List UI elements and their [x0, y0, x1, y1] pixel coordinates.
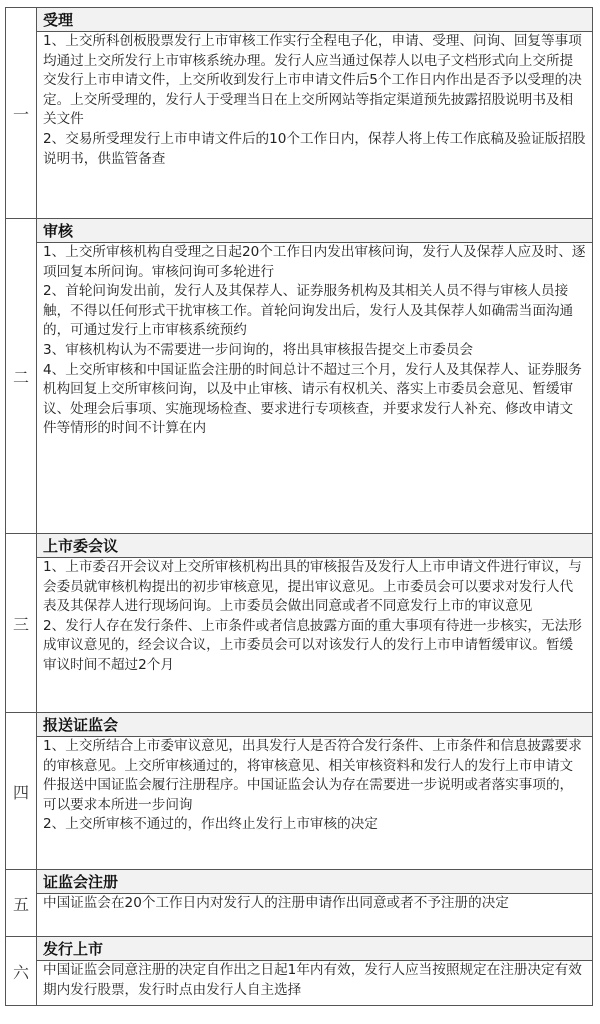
- section-paragraph: 2、发行人存在发行条件、上市条件或者信息披露方面的重大事项有待进一步核实，无法形成审议意见的，经会议合议，上市委员会可以对该发行人的发行上市申请暂缓审议。暂缓审议时间不超过2个月: [43, 617, 582, 673]
- section-title: 上市委会议: [37, 534, 592, 558]
- section-paragraph: 2、交易所受理发行上市申请文件后的10个工作日内，保荐人将上传工作底稿及验证版招股说明书，供监管备查: [43, 130, 586, 167]
- section-row-4: [6, 713, 593, 870]
- section-paragraph: 3、审核机构认为不需要进一步问询的，将出具审核报告提交上市委员会: [43, 341, 474, 358]
- section-paragraph: 中国证监会在20个工作日内对发行人的注册申请作出同意或者不予注册的决定: [43, 895, 509, 911]
- section-paragraph: 2、上交所审核不通过的，作出终止发行上市审核的决定: [43, 816, 378, 833]
- section-body: [37, 534, 593, 713]
- section-number: 六: [6, 937, 37, 1006]
- section-title: 审核: [37, 219, 592, 243]
- section-body: [37, 713, 593, 870]
- section-title: 受理: [37, 8, 592, 32]
- section-row-2: [6, 219, 593, 534]
- section-paragraph: 2、首轮问询发出前，发行人及其保荐人、证券服务机构及其相关人员不得与审核人员接触，不得以任何形式干扰审核工作。首轮问询发出后，发行人及其保荐人如确需当面沟通的，可通过发行上市审核系统预约: [43, 283, 574, 339]
- section-body: [37, 937, 593, 1006]
- section-content: [37, 961, 592, 1002]
- section-content: [37, 32, 592, 171]
- section-content: [37, 737, 592, 837]
- section-title: 发行上市: [37, 937, 592, 961]
- section-paragraph: 1、上交所结合上市委审议意见，出具发行人是否符合发行条件、上市条件和信息披露要求的审核意见。上交所审核通过的，将审核意见、相关审核资料和发行人的发行上市申请文件报送中国证监会履行注册程序。中国证监会认为存在需要进一步说明或者落实事项的，可以要求本所进一步问询: [43, 738, 582, 813]
- section-paragraph: 4、上交所审核和中国证监会注册的时间总计不超过三个月，发行人及其保荐人、证券服务机构回复上交所审核问询，以及中止审核、请示有权机关、落实上市委员会意见、暂缓审议、处理会后事项、实施现场检查、要求进行专项核查，并要求发行人补充、修改申请文件等情形的时间不计算在内: [43, 361, 582, 437]
- section-body: [37, 219, 593, 534]
- section-paragraph: 1、上交所审核机构自受理之日起20个工作日内发出审核问询，发行人及保荐人应及时、逐项回复本所问询。审核问询可多轮进行: [43, 244, 586, 280]
- section-number: 五: [6, 870, 37, 937]
- section-title: 证监会注册: [37, 870, 592, 894]
- section-content: [37, 894, 592, 916]
- ipo-process-table: [5, 7, 593, 1006]
- section-content: [37, 243, 592, 441]
- section-row-1: [6, 8, 593, 219]
- section-row-5: [6, 870, 593, 937]
- section-paragraph: 中国证监会同意注册的决定自作出之日起1年内有效，发行人应当按照规定在注册决定有效期内发行股票，发行时点由发行人自主选择: [43, 962, 582, 998]
- section-number: 三: [6, 534, 37, 713]
- section-body: [37, 870, 593, 937]
- section-paragraph: 1、上市委召开会议对上交所审核机构出具的审核报告及发行人上市申请文件进行审议，与会委员就审核机构提出的初步审核意见，提出审议意见。上市委员会可以要求对发行人代表及其保荐人进行现场问询。上市委员会做出同意或者不同意发行上市的审议意见: [43, 559, 582, 615]
- section-number: 一: [6, 8, 37, 219]
- section-row-3: [6, 534, 593, 713]
- section-paragraph: 1、上交所科创板股票发行上市审核工作实行全程电子化，申请、受理、问询、回复等事项均通过上交所发行上市审核系统办理。发行人应当通过保荐人以电子文档形式向上交所提交发行上市申请文件，上交所收到发行上市申请文件后5个工作日内作出是否予以受理的决定。上交所受理的，发行人于受理当日在上交所网站等指定渠道预先披露招股说明书及相关文件: [43, 33, 582, 128]
- section-number: 四: [6, 713, 37, 870]
- section-number: 二: [6, 219, 37, 534]
- section-row-6: [6, 937, 593, 1006]
- section-content: [37, 558, 592, 678]
- section-title: 报送证监会: [37, 713, 592, 737]
- section-body: [37, 8, 593, 219]
